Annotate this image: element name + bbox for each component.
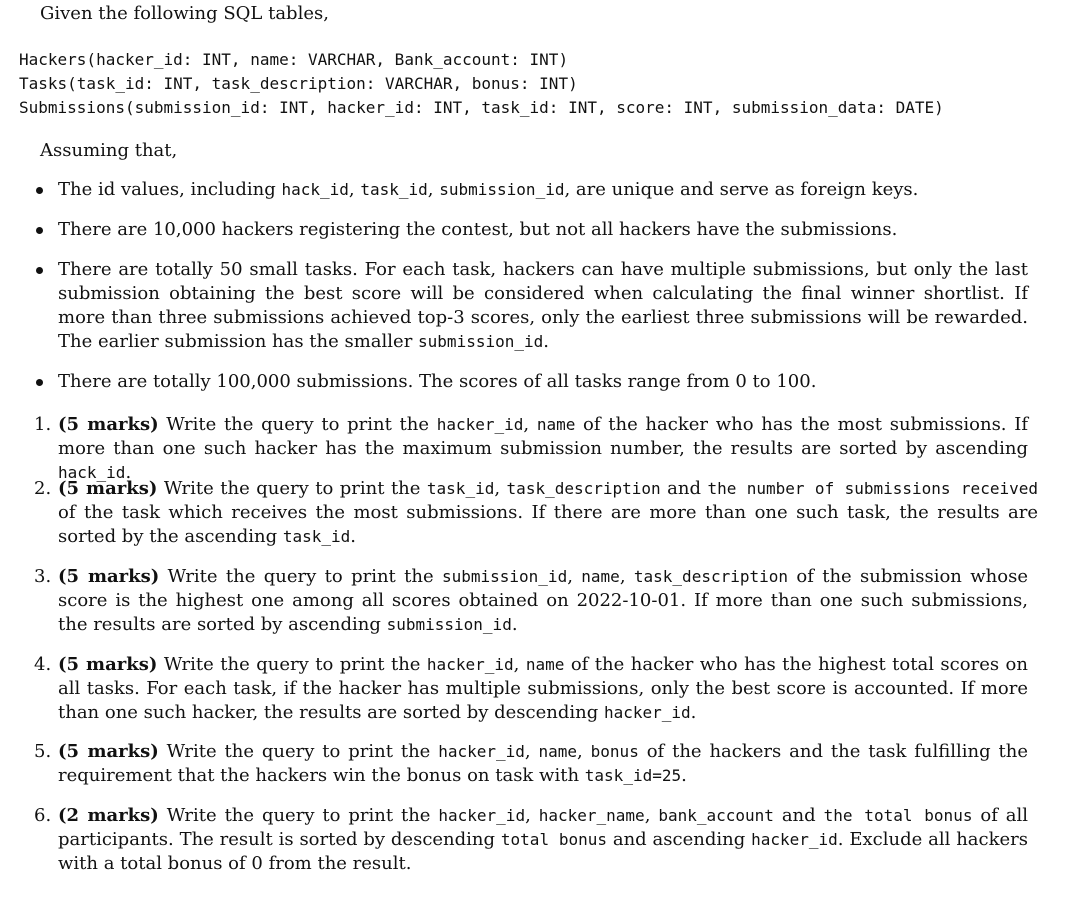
question-text: Write the query to print the (158, 741, 439, 762)
question-text: of the hacker who has the highest total scores on all tasks. For each task, if the hacker has multiple submissions, only the best score is accounted. If more than one such hacker, the results are sorted by descending (58, 654, 1028, 723)
question-text: , (619, 566, 634, 587)
question-text: Write the query to print the (159, 566, 442, 587)
bullet-text: There are totally 50 small tasks. For each task, hackers can have multiple submissions, but only the last submission obtaining the best score will be considered when calculating the final winner shortlist. If more than three submissions achieved top-3 scores, only the earliest three submissions will be rewarded. The earlier submission has the smaller (58, 259, 1028, 352)
question-number: 5. (34, 741, 52, 762)
question-text: and (660, 478, 708, 499)
bullet-text: There are 10,000 hackers registering the contest, but not all hackers have the submissions. (58, 219, 898, 240)
question-marks: (5 marks) (58, 741, 159, 762)
code-term: the total bonus (823, 806, 973, 825)
question-item (34, 804, 1029, 876)
code-term: task_id (426, 479, 495, 498)
question-item (34, 413, 1028, 485)
code-term: hack_id (281, 180, 349, 199)
assuming-text: Assuming that, (40, 140, 178, 161)
question-text: . (690, 702, 697, 723)
question-text: , (644, 805, 659, 826)
bullet-dot (36, 379, 43, 386)
code-term: hacker_id (436, 415, 524, 434)
question-item (34, 477, 1038, 549)
code-term: name (525, 655, 565, 674)
question-text: of all participants. The result is sorted by descending (58, 805, 1029, 850)
code-term: submission_id (439, 180, 565, 199)
question-marks: (5 marks) (58, 566, 160, 587)
code-term: name (536, 415, 576, 434)
question-text: , (524, 741, 539, 762)
question-text: and (773, 805, 824, 826)
intro-text: Given the following SQL tables, (40, 3, 329, 24)
question-text: , (525, 805, 539, 826)
question-text: . (350, 526, 357, 547)
question-marks: (5 marks) (58, 654, 158, 675)
question-marks: (2 marks) (58, 805, 159, 826)
code-term: submission_id (441, 567, 568, 586)
bullet-text: The id values, including (58, 179, 282, 200)
question-item (34, 740, 1028, 788)
question-text: Write the query to print the (158, 414, 437, 435)
bullet-text: There are totally 100,000 submissions. The scores of all tasks range from 0 to 100. (58, 371, 817, 392)
question-text: of the task which receives the most submissions. If there are more than one such task, the results are sorted by the ascending (58, 502, 1038, 547)
code-term: hacker_id (438, 806, 526, 825)
question-text: , (577, 741, 591, 762)
question-text: of the hackers and the task fulfilling the requirement that the hackers win the bonus on task with (58, 741, 1028, 786)
question-text: , (494, 478, 507, 499)
bullet-item (58, 370, 1028, 394)
code-term: hacker_id (751, 830, 838, 849)
question-text: , (523, 414, 537, 435)
schema-block (19, 48, 944, 120)
question-text: Write the query to print the (158, 805, 439, 826)
code-term: task_description (633, 567, 789, 586)
schema-submissions: Submissions(submission_id: INT, hacker_id: INT, task_id: INT, score: INT, submission_data: DATE) (19, 98, 944, 117)
code-term: hack_id (58, 463, 126, 482)
question-text: Write the query to print the (157, 654, 427, 675)
bullet-text: , (427, 179, 440, 200)
question-text: , (513, 654, 526, 675)
bullet-dot (36, 227, 43, 234)
question-text: . (511, 614, 518, 635)
question-number: 4. (34, 654, 52, 675)
code-term: submission_id (418, 332, 544, 351)
question-number: 2. (34, 478, 52, 499)
schema-tasks: Tasks(task_id: INT, task_description: VARCHAR, bonus: INT) (19, 74, 578, 93)
bullet-dot (36, 187, 43, 194)
question-marks: (5 marks) (58, 414, 159, 435)
question-text: . Exclude all hackers with a total bonus of 0 from the result. (58, 829, 1029, 874)
bullet-item (58, 258, 1028, 354)
code-term: total bonus (500, 830, 607, 849)
question-text: . (681, 765, 687, 786)
code-term: bank_account (658, 806, 774, 825)
bullet-text: . (543, 331, 549, 352)
question-number: 6. (34, 805, 52, 826)
code-term: submission_id (386, 615, 512, 634)
bullet-text: , (348, 179, 361, 200)
question-item (34, 653, 1028, 725)
question-text: . (125, 462, 132, 483)
code-term: name (538, 742, 578, 761)
bullet-item (58, 218, 1028, 242)
bullet-dot (36, 267, 43, 274)
question-number: 3. (34, 566, 52, 587)
question-number: 1. (34, 414, 52, 435)
code-term: hacker_name (538, 806, 645, 825)
code-term: hacker_id (426, 655, 514, 674)
code-term: task_description (506, 479, 661, 498)
code-term: task_id (282, 527, 351, 546)
question-text: and ascending (607, 829, 752, 850)
question-text: Write the query to print the (157, 478, 427, 499)
question-text: of the submission whose score is the highest one among all scores obtained on 2022-10-01. If more than one such submissions, the results are sorted by ascending (58, 566, 1028, 635)
code-term: the number of submissions received (707, 479, 1038, 498)
code-term: bonus (590, 742, 639, 761)
code-term: hacker_id (438, 742, 525, 761)
question-item (34, 565, 1028, 637)
question-text: , (567, 566, 582, 587)
question-marks: (5 marks) (58, 478, 158, 499)
bullet-text: , are unique and serve as foreign keys. (564, 179, 919, 200)
code-term: task_id (360, 180, 428, 199)
code-term: task_id=25 (584, 766, 682, 785)
question-text: of the hacker who has the most submissions. If more than one such hacker has the maximum submission number, the results are sorted by ascending (58, 414, 1028, 459)
code-term: hacker_id (603, 703, 691, 722)
code-term: name (581, 567, 620, 586)
bullet-item (58, 178, 1028, 202)
schema-hackers: Hackers(hacker_id: INT, name: VARCHAR, Bank_account: INT) (19, 50, 569, 69)
